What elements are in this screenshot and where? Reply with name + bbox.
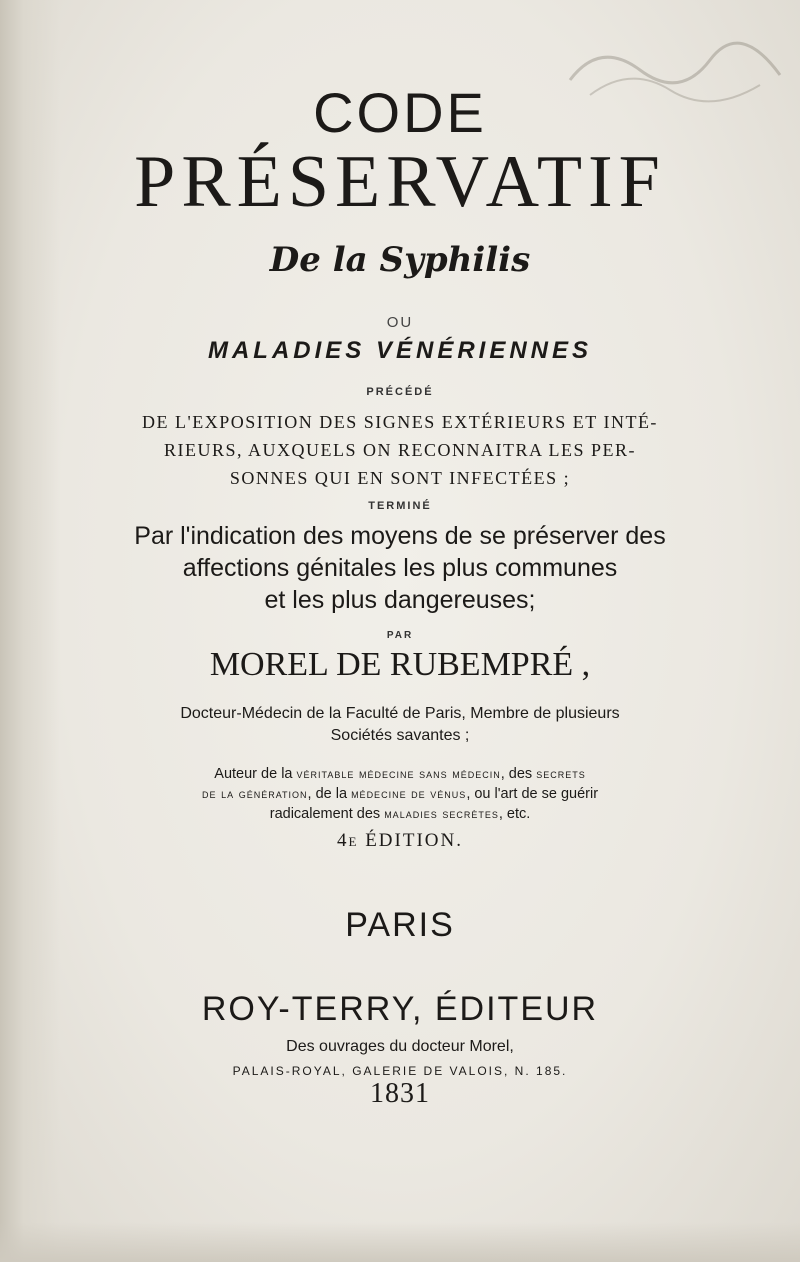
label-termine: TERMINÉ [368,500,432,512]
author-works-line: de la génération, de la médecine de vénus, ou l'art de se guérir [201,786,599,802]
publication-year: 1831 [370,1078,430,1109]
indication-line: et les plus dangereuses; [264,586,536,614]
exposition-line: DE L'EXPOSITION DES SIGNES EXTÉRIEURS ET INTÉ- [142,412,658,432]
publisher-name: ROY-TERRY, ÉDITEUR [201,990,599,1028]
exposition-line: RIEURS, AUXQUELS ON RECONNAITRA LES PER- [163,440,637,460]
author-name: MOREL DE RUBEMPRÉ , [209,646,591,683]
page-bottom-shadow [0,1222,800,1262]
indication-text [0,520,800,616]
subtitle-maladies: MALADIES VÉNÉRIENNES [207,337,593,364]
label-precede: PRÉCÉDÉ [366,386,434,398]
exposition-line: SONNES QUI EN SONT INFECTÉES ; [229,468,571,488]
author-works-line: radicalement des maladies secrètes, etc. [269,806,531,822]
label-par: PAR [386,630,414,641]
indication-line: Par l'indication des moyens de se préserver des [134,522,666,550]
author-title-line: Docteur-Médecin de la Faculté de Paris, Membre de plusieurs [180,705,620,722]
title-code: CODE [313,81,487,144]
city-name: PARIS [345,906,455,944]
publisher-address: PALAIS-ROYAL, GALERIE DE VALOIS, N. 185. [232,1064,568,1078]
author-title [0,703,800,747]
conjunction-ou: OU [386,314,414,331]
title-syphilis: De la Syphilis [269,240,531,280]
author-works-line: Auteur de la véritable médecine sans médecin, des secrets [214,766,586,782]
author-works [0,764,800,824]
author-title-line: Sociétés savantes ; [330,727,470,744]
edition-label: 4e ÉDITION. [337,830,463,851]
publisher-note: Des ouvrages du docteur Morel, [286,1038,514,1055]
title-preservatif: PRÉSERVATIF [134,141,666,223]
indication-line: affections génitales les plus communes [182,554,618,582]
exposition-text [0,408,800,492]
